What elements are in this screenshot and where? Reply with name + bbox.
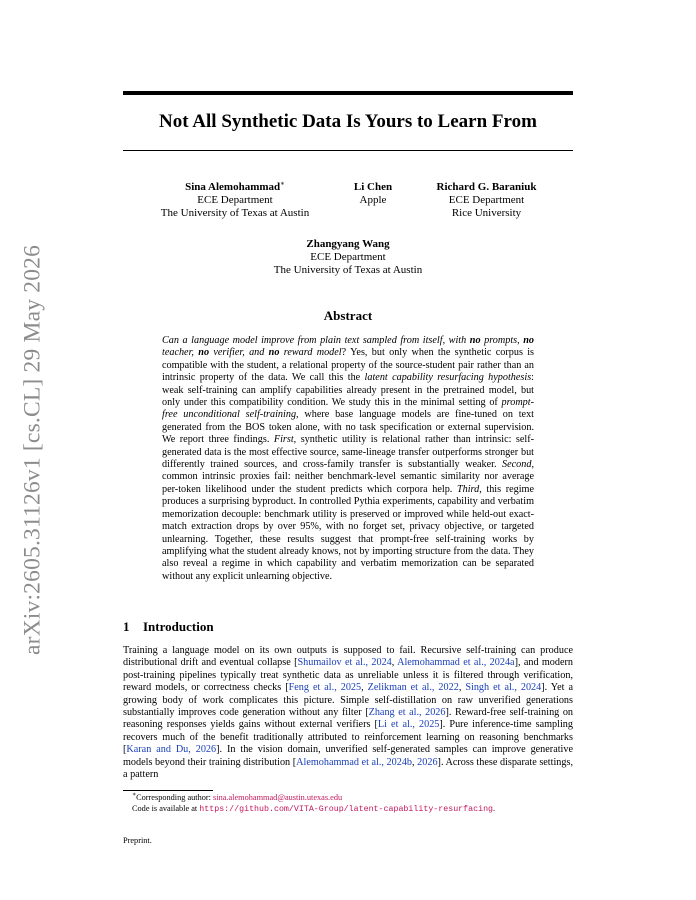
author-dept: ECE Department	[310, 251, 386, 263]
title-rule-top	[123, 91, 573, 95]
intro-paragraph: Training a language model on its own outputs is supposed to fail. Recursive self-training can produce distributional drift and eventual collapse [Shumailov et al., 2024, Alemohammad et al., 2024a], and modern post-training pipelines typically treat synthetic data as unreliable unless it is filtered through verification, reward models, or correctness checks [Feng et al., 2025, Zelikman et al., 2022, Singh et al., 2024]. Yet a growing body of work complicates this picture. Simple self-distillation on raw unverified generations substantially improves code generation without any filter [Zhang et al., 2026]. Reward-free self-training on reasoning responses yields gains without external verifiers [Li et al., 2025]. Pure inference-time sampling recovers much of the benefit traditionally attributed to reinforcement learning on reasoning benchmarks [Karan and Du, 2026]. In the vision domain, unverified self-generated samples can improve generative models beyond their training distribution [Alemohammad et al., 2024b, 2026]. Across these disparate settings, a pattern	[123, 645, 574, 781]
title-rule-bottom	[123, 150, 573, 151]
arxiv-identifier: arXiv:2605.31126v1 [cs.CL] 29 May 2026	[19, 244, 46, 656]
citation-link[interactable]: Zhang et al., 2026	[368, 707, 446, 719]
section-heading	[123, 619, 214, 635]
author-name: Li Chen	[353, 181, 393, 193]
citation-link[interactable]: Alemohammad et al., 2024a	[397, 657, 515, 669]
section-number: 1	[123, 619, 130, 634]
author-block	[260, 238, 436, 277]
footnote-code: Code is available at https://github.com/VITA-Group/latent-capability-resurfacing.	[132, 804, 496, 814]
citation-link[interactable]: Karan and Du, 2026	[126, 744, 217, 756]
email-link[interactable]: sina.alemohammad@austin.utexas.edu	[213, 793, 343, 802]
section-title: Introduction	[143, 619, 214, 634]
arxiv-stamp	[0, 0, 66, 900]
footnote-rule	[123, 790, 213, 791]
citation-link[interactable]: Feng et al., 2025	[288, 682, 362, 694]
abstract-question: Can a language model improve from plain text sampled from itself, with no prompts, no teacher, no verifier, and no reward model	[162, 335, 534, 359]
author-name: Richard G. Baraniuk	[436, 181, 537, 193]
code-url-link[interactable]: https://github.com/VITA-Group/latent-capability-resurfacing	[199, 805, 494, 814]
author-affiliation: The University of Texas at Austin	[273, 264, 423, 276]
citation-link[interactable]: 2026	[417, 756, 438, 768]
preprint-label: Preprint.	[123, 836, 152, 845]
author-name: Sina Alemohammad	[185, 181, 281, 193]
author-block	[343, 181, 403, 207]
footnote-corresponding: ∗Corresponding author: sina.alemohammad@austin.utexas.edu	[132, 792, 343, 802]
citation-link[interactable]: Alemohammad et al., 2024b	[296, 756, 413, 768]
abstract-text: Can a language model improve from plain text sampled from itself, with no prompts, no teacher, no verifier, and no reward model? Yes, but only when the synthetic corpus is compatible with the student, a relational property of the source-student pair rather than an intrinsic property of the data. We call this the latent capability resurfacing hypothesis: weak self-training can amplify capabilities already present in the pretrained model, but only under this compatibility condition. We study this in the minimal setting of prompt-free unconditional self-training, where base language models are fine-tuned on text generated from the BOS token alone, with no task specification or external supervision. We report three findings. First, synthetic utility is relational rather than intrinsic: self-generated data is the most effective source, same-lineage transfer outperforms stronger but differently trained sources, and cross-family transfer is substantially weaker. Second, common intrinsic proxies fail: neither benchmark-level semantic similarity nor average per-token likelihood under the student predicts which corpora help. Third, this regime produces a surprising byproduct. In controlled Pythia experiments, capability and verbatim memorization decouple: benchmark utility is preserved or improved while held-out exact-match extraction drops by over 95%, with no forget set, privacy objective, or targeted unlearning. Together, these results suggest that prompt-free self-training works by amplifying what the student already knows, not by importing structure from the data. They also reveal a regime in which capability and verbatim memorization can be separated without any explicit unlearning objective.	[162, 335, 535, 582]
paper-title: Not All Synthetic Data Is Yours to Learn From	[159, 111, 537, 132]
author-name: Zhangyang Wang	[306, 238, 390, 250]
setting-term: prompt-free unconditional self-training	[162, 397, 534, 421]
author-affiliation: The University of Texas at Austin	[160, 207, 310, 219]
citation-link[interactable]: Singh et al., 2024	[465, 682, 542, 694]
corresponding-mark: ∗	[280, 179, 285, 188]
author-dept: ECE Department	[448, 194, 525, 206]
abstract-heading: Abstract	[323, 308, 373, 323]
citation-link[interactable]: Zelikman et al., 2022	[367, 682, 459, 694]
author-affiliation: Rice University	[451, 207, 522, 219]
author-dept: Apple	[359, 194, 387, 206]
hypothesis-term: latent capability resurfacing hypothesis	[364, 372, 532, 384]
citation-link[interactable]: Shumailov et al., 2024	[297, 657, 392, 669]
author-block	[424, 181, 549, 220]
footnote-mark: ∗	[132, 792, 137, 799]
author-dept: ECE Department	[197, 194, 273, 206]
citation-link[interactable]: Li et al., 2025	[377, 719, 440, 731]
author-block	[160, 181, 310, 220]
